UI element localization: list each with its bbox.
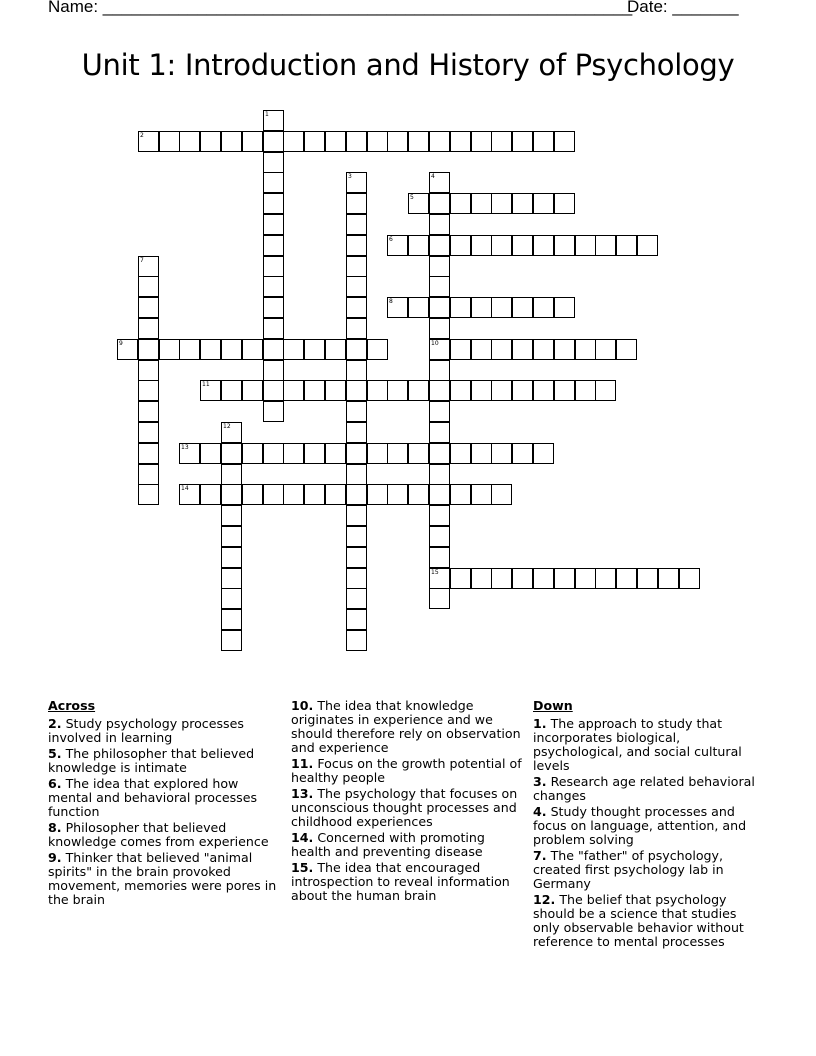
grid-cell[interactable] bbox=[221, 505, 242, 526]
grid-cell[interactable] bbox=[387, 297, 408, 318]
grid-cell[interactable] bbox=[346, 547, 367, 568]
grid-cell[interactable] bbox=[117, 339, 138, 360]
grid-cell[interactable] bbox=[200, 484, 221, 505]
grid-cell[interactable] bbox=[429, 422, 450, 443]
clue-number: 8. bbox=[48, 820, 62, 835]
grid-cell[interactable] bbox=[346, 318, 367, 339]
grid-cell[interactable] bbox=[304, 380, 325, 401]
grid-cell[interactable] bbox=[533, 443, 554, 464]
grid-cell[interactable] bbox=[471, 131, 492, 152]
clue-number: 12. bbox=[533, 892, 556, 907]
grid-cell[interactable] bbox=[283, 131, 304, 152]
grid-cell[interactable] bbox=[346, 339, 367, 360]
grid-cell[interactable] bbox=[533, 297, 554, 318]
grid-cell[interactable] bbox=[429, 443, 450, 464]
grid-cell[interactable] bbox=[179, 484, 200, 505]
grid-cell[interactable] bbox=[263, 193, 284, 214]
grid-cell[interactable] bbox=[346, 276, 367, 297]
grid-cell[interactable] bbox=[263, 172, 284, 193]
grid-cell[interactable] bbox=[491, 443, 512, 464]
grid-cell[interactable] bbox=[242, 131, 263, 152]
grid-cell[interactable] bbox=[616, 568, 637, 589]
grid-cell[interactable] bbox=[512, 380, 533, 401]
clue-number: 5. bbox=[48, 746, 62, 761]
grid-cell[interactable] bbox=[346, 630, 367, 651]
clue-number: 11. bbox=[291, 756, 314, 771]
grid-cell[interactable] bbox=[554, 339, 575, 360]
grid-cell[interactable] bbox=[554, 380, 575, 401]
grid-cell[interactable] bbox=[200, 131, 221, 152]
grid-cell[interactable] bbox=[325, 339, 346, 360]
grid-cell[interactable] bbox=[263, 110, 284, 131]
grid-cell[interactable] bbox=[304, 443, 325, 464]
grid-cell[interactable] bbox=[138, 256, 159, 277]
grid-cell[interactable] bbox=[346, 526, 367, 547]
grid-cell[interactable] bbox=[575, 339, 596, 360]
across-clue-list-continued bbox=[291, 699, 527, 903]
grid-cell[interactable] bbox=[263, 380, 284, 401]
clue-text: The idea that encouraged introspection to reveal information about the human brain bbox=[291, 860, 510, 903]
grid-cell[interactable] bbox=[242, 380, 263, 401]
grid-cell[interactable] bbox=[595, 568, 616, 589]
grid-cell[interactable] bbox=[387, 131, 408, 152]
clue-text: Focus on the growth potential of healthy people bbox=[291, 756, 522, 785]
grid-cell[interactable] bbox=[346, 256, 367, 277]
grid-cell[interactable] bbox=[138, 422, 159, 443]
grid-cell[interactable] bbox=[429, 235, 450, 256]
grid-cell[interactable] bbox=[471, 568, 492, 589]
grid-cell[interactable] bbox=[512, 193, 533, 214]
grid-cell[interactable] bbox=[429, 256, 450, 277]
clue-number-label: 5 bbox=[410, 194, 414, 201]
grid-cell[interactable] bbox=[429, 588, 450, 609]
clue-item bbox=[291, 787, 527, 829]
grid-cell[interactable] bbox=[346, 214, 367, 235]
grid-cell[interactable] bbox=[159, 131, 180, 152]
grid-cell[interactable] bbox=[533, 131, 554, 152]
grid-cell[interactable] bbox=[138, 131, 159, 152]
grid-cell[interactable] bbox=[491, 339, 512, 360]
grid-cell[interactable] bbox=[367, 484, 388, 505]
clue-number-label: 7 bbox=[140, 257, 144, 264]
grid-cell[interactable] bbox=[346, 588, 367, 609]
grid-cell[interactable] bbox=[408, 297, 429, 318]
grid-cell[interactable] bbox=[408, 131, 429, 152]
clue-number-label: 13 bbox=[181, 444, 189, 451]
grid-cell[interactable] bbox=[450, 380, 471, 401]
grid-cell[interactable] bbox=[263, 318, 284, 339]
grid-cell[interactable] bbox=[491, 380, 512, 401]
clue-text: Thinker that believed "animal spirits" in the brain provoked movement, memories were pores in the brain bbox=[48, 850, 277, 907]
grid-cell[interactable] bbox=[429, 360, 450, 381]
clue-text: Research age related behavioral changes bbox=[533, 774, 755, 803]
grid-cell[interactable] bbox=[429, 568, 450, 589]
grid-cell[interactable] bbox=[283, 380, 304, 401]
grid-cell[interactable] bbox=[179, 443, 200, 464]
grid-cell[interactable] bbox=[450, 131, 471, 152]
clue-number: 2. bbox=[48, 716, 62, 731]
grid-cell[interactable] bbox=[512, 297, 533, 318]
grid-cell[interactable] bbox=[429, 214, 450, 235]
grid-cell[interactable] bbox=[242, 443, 263, 464]
grid-cell[interactable] bbox=[408, 193, 429, 214]
grid-cell[interactable] bbox=[471, 297, 492, 318]
grid-cell[interactable] bbox=[138, 401, 159, 422]
grid-cell[interactable] bbox=[408, 484, 429, 505]
grid-cell[interactable] bbox=[658, 568, 679, 589]
grid-cell[interactable] bbox=[138, 297, 159, 318]
grid-cell[interactable] bbox=[138, 443, 159, 464]
grid-cell[interactable] bbox=[346, 443, 367, 464]
grid-cell[interactable] bbox=[263, 443, 284, 464]
across-heading: Across bbox=[48, 698, 96, 713]
grid-cell[interactable] bbox=[512, 568, 533, 589]
down-heading: Down bbox=[533, 698, 573, 713]
grid-cell[interactable] bbox=[491, 131, 512, 152]
clue-item bbox=[291, 699, 527, 755]
grid-cell[interactable] bbox=[595, 339, 616, 360]
clue-number: 14. bbox=[291, 830, 314, 845]
grid-cell[interactable] bbox=[138, 360, 159, 381]
clue-number-label: 3 bbox=[348, 173, 352, 180]
clue-text: Philosopher that believed knowledge comes from experience bbox=[48, 820, 269, 849]
grid-cell[interactable] bbox=[429, 339, 450, 360]
grid-cell[interactable] bbox=[263, 214, 284, 235]
grid-cell[interactable] bbox=[595, 380, 616, 401]
grid-cell[interactable] bbox=[304, 484, 325, 505]
grid-cell[interactable] bbox=[450, 193, 471, 214]
clue-item bbox=[533, 775, 758, 803]
clue-number-label: 14 bbox=[181, 485, 189, 492]
grid-cell[interactable] bbox=[554, 235, 575, 256]
grid-cell[interactable] bbox=[304, 131, 325, 152]
clue-item bbox=[291, 861, 527, 903]
grid-cell[interactable] bbox=[450, 297, 471, 318]
across-clue-list bbox=[48, 717, 283, 907]
grid-cell[interactable] bbox=[346, 422, 367, 443]
grid-cell[interactable] bbox=[575, 380, 596, 401]
clue-item bbox=[533, 717, 758, 773]
clue-number: 4. bbox=[533, 804, 547, 819]
clue-item bbox=[291, 831, 527, 859]
grid-cell[interactable] bbox=[429, 526, 450, 547]
grid-cell[interactable] bbox=[159, 339, 180, 360]
grid-cell[interactable] bbox=[263, 360, 284, 381]
clue-number: 1. bbox=[533, 716, 547, 731]
grid-cell[interactable] bbox=[263, 484, 284, 505]
grid-cell[interactable] bbox=[450, 484, 471, 505]
grid-cell[interactable] bbox=[471, 339, 492, 360]
grid-cell[interactable] bbox=[221, 526, 242, 547]
grid-cell[interactable] bbox=[408, 235, 429, 256]
grid-cell[interactable] bbox=[575, 235, 596, 256]
grid-cell[interactable] bbox=[325, 131, 346, 152]
grid-cell[interactable] bbox=[429, 318, 450, 339]
clue-number-label: 12 bbox=[223, 423, 231, 430]
clue-number-label: 11 bbox=[202, 381, 210, 388]
grid-cell[interactable] bbox=[346, 568, 367, 589]
grid-cell[interactable] bbox=[450, 339, 471, 360]
grid-cell[interactable] bbox=[429, 401, 450, 422]
clue-text: Concerned with promoting health and preventing disease bbox=[291, 830, 485, 859]
grid-cell[interactable] bbox=[221, 630, 242, 651]
clue-number: 7. bbox=[533, 848, 547, 863]
grid-cell[interactable] bbox=[346, 484, 367, 505]
clue-number: 3. bbox=[533, 774, 547, 789]
grid-cell[interactable] bbox=[554, 193, 575, 214]
grid-cell[interactable] bbox=[429, 131, 450, 152]
grid-cell[interactable] bbox=[138, 484, 159, 505]
grid-cell[interactable] bbox=[491, 297, 512, 318]
clue-item bbox=[48, 821, 283, 849]
clue-text: The philosopher that believed knowledge is intimate bbox=[48, 746, 255, 775]
grid-cell[interactable] bbox=[367, 339, 388, 360]
grid-cell[interactable] bbox=[346, 401, 367, 422]
clue-text: The approach to study that incorporates biological, psychological, and social cultural levels bbox=[533, 716, 742, 773]
clue-number-label: 8 bbox=[389, 298, 393, 305]
grid-cell[interactable] bbox=[429, 193, 450, 214]
grid-cell[interactable] bbox=[429, 172, 450, 193]
grid-cell[interactable] bbox=[491, 193, 512, 214]
date-field: Date: _______ bbox=[627, 0, 739, 16]
grid-cell[interactable] bbox=[387, 484, 408, 505]
down-clue-list bbox=[533, 717, 758, 949]
grid-cell[interactable] bbox=[429, 297, 450, 318]
grid-cell[interactable] bbox=[283, 339, 304, 360]
grid-cell[interactable] bbox=[450, 443, 471, 464]
clue-item bbox=[48, 717, 283, 745]
grid-cell[interactable] bbox=[367, 131, 388, 152]
grid-cell[interactable] bbox=[346, 193, 367, 214]
grid-cell[interactable] bbox=[554, 131, 575, 152]
grid-cell[interactable] bbox=[221, 547, 242, 568]
grid-cell[interactable] bbox=[679, 568, 700, 589]
grid-cell[interactable] bbox=[200, 443, 221, 464]
grid-cell[interactable] bbox=[429, 484, 450, 505]
grid-cell[interactable] bbox=[263, 276, 284, 297]
clue-number-label: 15 bbox=[431, 569, 439, 576]
grid-cell[interactable] bbox=[138, 318, 159, 339]
clue-number-label: 10 bbox=[431, 340, 439, 347]
clues-down-column bbox=[533, 699, 758, 951]
grid-cell[interactable] bbox=[221, 443, 242, 464]
grid-cell[interactable] bbox=[429, 276, 450, 297]
grid-cell[interactable] bbox=[429, 547, 450, 568]
grid-cell[interactable] bbox=[346, 464, 367, 485]
clue-number: 6. bbox=[48, 776, 62, 791]
grid-cell[interactable] bbox=[179, 339, 200, 360]
grid-cell[interactable] bbox=[200, 339, 221, 360]
name-field: Name: ________________________________________________________ bbox=[48, 0, 633, 16]
grid-cell[interactable] bbox=[512, 131, 533, 152]
clue-number: 9. bbox=[48, 850, 62, 865]
grid-cell[interactable] bbox=[221, 484, 242, 505]
grid-cell[interactable] bbox=[491, 235, 512, 256]
grid-cell[interactable] bbox=[533, 193, 554, 214]
grid-cell[interactable] bbox=[221, 339, 242, 360]
grid-cell[interactable] bbox=[179, 131, 200, 152]
grid-cell[interactable] bbox=[221, 588, 242, 609]
clue-text: The "father" of psychology, created first psychology lab in Germany bbox=[533, 848, 724, 891]
grid-cell[interactable] bbox=[283, 443, 304, 464]
grid-cell[interactable] bbox=[325, 484, 346, 505]
grid-cell[interactable] bbox=[387, 235, 408, 256]
clue-number: 13. bbox=[291, 786, 314, 801]
grid-cell[interactable] bbox=[429, 380, 450, 401]
grid-cell[interactable] bbox=[471, 484, 492, 505]
grid-cell[interactable] bbox=[304, 339, 325, 360]
grid-cell[interactable] bbox=[491, 484, 512, 505]
clue-number-label: 2 bbox=[140, 132, 144, 139]
grid-cell[interactable] bbox=[263, 297, 284, 318]
grid-cell[interactable] bbox=[263, 131, 284, 152]
grid-cell[interactable] bbox=[512, 339, 533, 360]
grid-cell[interactable] bbox=[575, 568, 596, 589]
grid-cell[interactable] bbox=[263, 256, 284, 277]
grid-cell[interactable] bbox=[554, 297, 575, 318]
clue-item bbox=[533, 849, 758, 891]
clue-item bbox=[533, 805, 758, 847]
clue-number-label: 1 bbox=[265, 111, 269, 118]
grid-cell[interactable] bbox=[533, 380, 554, 401]
clue-text: Study psychology processes involved in learning bbox=[48, 716, 244, 745]
clues-across-column bbox=[48, 699, 283, 909]
grid-cell[interactable] bbox=[138, 276, 159, 297]
grid-cell[interactable] bbox=[595, 235, 616, 256]
grid-cell[interactable] bbox=[242, 484, 263, 505]
clue-number-label: 6 bbox=[389, 236, 393, 243]
grid-cell[interactable] bbox=[637, 235, 658, 256]
grid-cell[interactable] bbox=[367, 380, 388, 401]
clue-text: The belief that psychology should be a science that studies only observable behavior without reference to mental processes bbox=[533, 892, 744, 949]
clue-item bbox=[291, 757, 527, 785]
grid-cell[interactable] bbox=[387, 380, 408, 401]
grid-cell[interactable] bbox=[263, 152, 284, 173]
grid-cell[interactable] bbox=[450, 568, 471, 589]
clue-text: Study thought processes and focus on language, attention, and problem solving bbox=[533, 804, 747, 847]
clues-across-continued-column bbox=[291, 699, 527, 905]
grid-cell[interactable] bbox=[200, 380, 221, 401]
grid-cell[interactable] bbox=[221, 380, 242, 401]
grid-cell[interactable] bbox=[325, 443, 346, 464]
grid-cell[interactable] bbox=[263, 401, 284, 422]
grid-cell[interactable] bbox=[429, 464, 450, 485]
grid-cell[interactable] bbox=[512, 235, 533, 256]
clue-number-label: 9 bbox=[119, 340, 123, 347]
grid-cell[interactable] bbox=[346, 360, 367, 381]
clue-text: The idea that explored how mental and behavioral processes function bbox=[48, 776, 258, 819]
clue-item bbox=[48, 747, 283, 775]
grid-cell[interactable] bbox=[408, 443, 429, 464]
grid-cell[interactable] bbox=[283, 484, 304, 505]
page-title: Unit 1: Introduction and History of Psychology bbox=[81, 48, 735, 82]
grid-cell[interactable] bbox=[471, 235, 492, 256]
grid-cell[interactable] bbox=[138, 339, 159, 360]
grid-cell[interactable] bbox=[491, 568, 512, 589]
grid-cell[interactable] bbox=[533, 568, 554, 589]
grid-cell[interactable] bbox=[346, 609, 367, 630]
grid-cell[interactable] bbox=[616, 235, 637, 256]
grid-cell[interactable] bbox=[221, 464, 242, 485]
clue-text: The idea that knowledge originates in experience and we should therefore rely on observation and experience bbox=[291, 698, 521, 755]
grid-cell[interactable] bbox=[346, 235, 367, 256]
clue-number: 15. bbox=[291, 860, 314, 875]
grid-cell[interactable] bbox=[471, 380, 492, 401]
clue-text: The psychology that focuses on unconscious thought processes and childhood experiences bbox=[291, 786, 518, 829]
grid-cell[interactable] bbox=[512, 443, 533, 464]
grid-cell[interactable] bbox=[471, 443, 492, 464]
grid-cell[interactable] bbox=[429, 505, 450, 526]
grid-cell[interactable] bbox=[346, 505, 367, 526]
grid-cell[interactable] bbox=[554, 568, 575, 589]
grid-cell[interactable] bbox=[346, 172, 367, 193]
grid-cell[interactable] bbox=[471, 193, 492, 214]
grid-cell[interactable] bbox=[450, 235, 471, 256]
clue-item bbox=[533, 893, 758, 949]
clue-number: 10. bbox=[291, 698, 314, 713]
grid-cell[interactable] bbox=[263, 235, 284, 256]
grid-cell[interactable] bbox=[387, 443, 408, 464]
grid-cell[interactable] bbox=[533, 339, 554, 360]
grid-cell[interactable] bbox=[221, 131, 242, 152]
grid-cell[interactable] bbox=[221, 422, 242, 443]
grid-cell[interactable] bbox=[637, 568, 658, 589]
grid-cell[interactable] bbox=[221, 568, 242, 589]
clue-item bbox=[48, 777, 283, 819]
clue-number-label: 4 bbox=[431, 173, 435, 180]
grid-cell[interactable] bbox=[325, 380, 346, 401]
grid-cell[interactable] bbox=[242, 339, 263, 360]
grid-cell[interactable] bbox=[138, 380, 159, 401]
grid-cell[interactable] bbox=[263, 339, 284, 360]
grid-cell[interactable] bbox=[616, 339, 637, 360]
grid-cell[interactable] bbox=[221, 609, 242, 630]
grid-cell[interactable] bbox=[346, 297, 367, 318]
grid-cell[interactable] bbox=[533, 235, 554, 256]
clue-item bbox=[48, 851, 283, 907]
grid-cell[interactable] bbox=[138, 464, 159, 485]
grid-cell[interactable] bbox=[408, 380, 429, 401]
grid-cell[interactable] bbox=[346, 131, 367, 152]
grid-cell[interactable] bbox=[367, 443, 388, 464]
grid-cell[interactable] bbox=[346, 380, 367, 401]
